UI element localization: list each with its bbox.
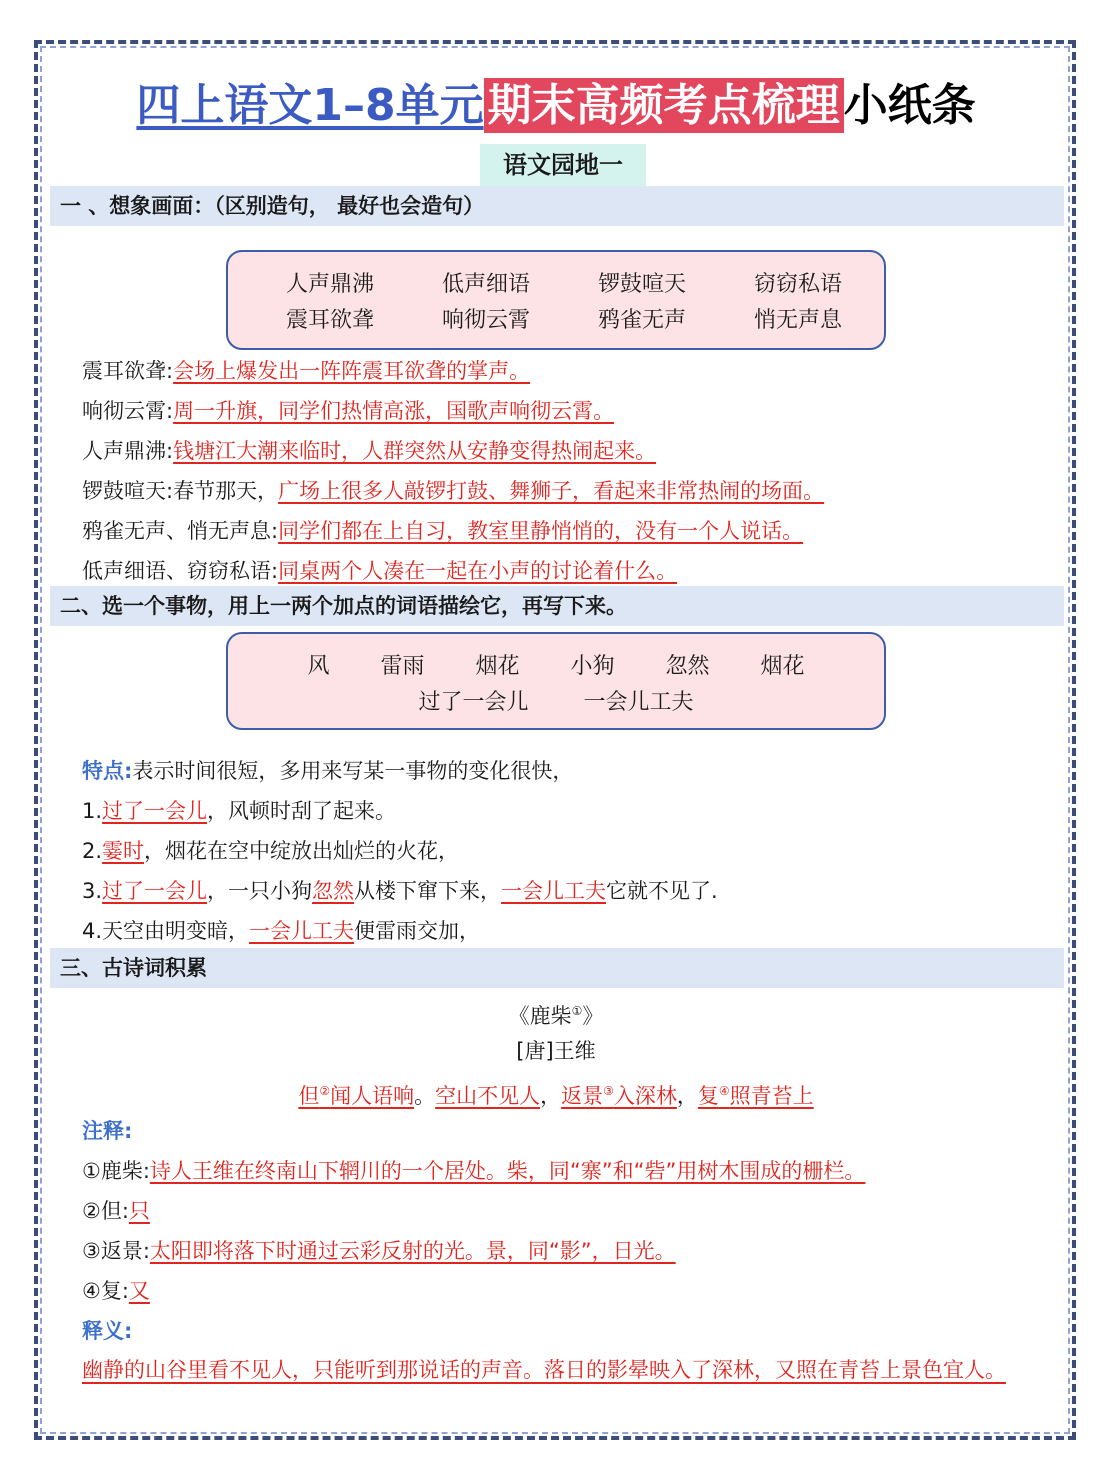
section1-word-box: [226, 250, 886, 350]
sentence-example: 会场上爆发出一阵阵震耳欲聋的掌声。: [173, 359, 531, 383]
footnote-mark: ④: [718, 1084, 730, 1098]
section3-heading: 三、古诗词积累: [50, 948, 1064, 988]
highlight-word: 过了一会儿: [102, 799, 208, 823]
highlight-word: 过了一会儿: [102, 879, 208, 903]
word-item: 鸦雀无声: [598, 308, 687, 333]
example-text: 便雷雨交加，: [354, 919, 481, 943]
word-item: 烟花: [760, 654, 805, 679]
notes-label: 注释:: [82, 1119, 133, 1143]
word-item: 雷雨: [380, 654, 425, 679]
poem-punct: 。: [414, 1084, 436, 1108]
poem-char: 复: [697, 1084, 719, 1108]
sentence-example: 广场上很多人敲锣打鼓、舞狮子，看起来非常热闹的场面。: [278, 479, 825, 503]
feature-text: 表示时间很短，多用来写某一事物的变化很快，: [132, 759, 574, 783]
poem-title-text: 《鹿柴: [508, 1004, 572, 1028]
feature-label: 特点:: [82, 759, 133, 783]
word-item: 人声鼎沸: [286, 272, 375, 297]
poem-char: 但: [298, 1084, 320, 1108]
example-line: [82, 916, 480, 946]
example-line: [82, 876, 718, 906]
poem-char: 照青苔上: [729, 1084, 814, 1108]
poem-punct: ，: [540, 1084, 562, 1108]
note-line: [82, 1276, 150, 1306]
highlight-word: 霎时: [102, 839, 145, 863]
note-term: ③返景:: [82, 1239, 150, 1263]
highlight-word: 忽然: [312, 879, 355, 903]
sentence-term: 锣鼓喧天:: [82, 479, 174, 503]
sentence-line: [82, 556, 677, 586]
meaning-text: 幽静的山谷里看不见人，只能听到那说话的声音。落日的影晕映入了深林，又照在青苔上景色宜人。: [82, 1358, 1006, 1382]
poem-char: 入深林: [613, 1084, 677, 1108]
note-line: [82, 1156, 865, 1186]
sentence-line: [82, 436, 656, 466]
section1-heading: 一 、想象画面：（区别造句， 最好也会造句）: [50, 186, 1064, 226]
word-item: 风: [307, 654, 330, 679]
sentence-term: 人声鼎沸:: [82, 439, 174, 463]
page-title: [0, 72, 1112, 140]
example-number: 4.: [82, 919, 103, 943]
sentence-example: 同学们都在上自习，教室里静悄悄的，没有一个人说话。: [278, 519, 804, 543]
sentence-term: 震耳欲聋:: [82, 359, 174, 383]
note-text: 太阳即将落下时通过云彩反射的光。景，同“影”，日光。: [149, 1239, 676, 1263]
example-text: 从楼下窜下来，: [354, 879, 502, 903]
example-number: 3.: [82, 879, 103, 903]
word-item: 锣鼓喧天: [598, 272, 687, 297]
poem-title: [0, 996, 1112, 1031]
note-term: ①鹿柴:: [82, 1159, 150, 1183]
sentence-example: 钱塘江大潮来临时，人群突然从安静变得热闹起来。: [173, 439, 657, 463]
example-text: ，烟花在空中绽放出灿烂的火花，: [144, 839, 460, 863]
sentence-term: 鸦雀无声、悄无声息:: [82, 519, 279, 543]
poem-title-close: 》: [582, 1004, 604, 1028]
note-line: [82, 1196, 150, 1226]
example-text: 它就不见了.: [606, 879, 718, 903]
highlight-word: 一会儿工夫: [501, 879, 607, 903]
note-term: ②但:: [82, 1199, 129, 1223]
section-subtitle: 语文园地一: [480, 144, 646, 186]
word-item: 响彻云霄: [442, 308, 531, 333]
sentence-plain: 春节那天，: [173, 479, 279, 503]
note-text: 又: [128, 1279, 150, 1303]
meaning-label: 释义:: [82, 1319, 133, 1343]
footnote-mark: ②: [319, 1084, 331, 1098]
title-part-3: 小纸条: [843, 80, 976, 131]
example-number: 1.: [82, 799, 103, 823]
poem-char: 闻人语响: [330, 1084, 415, 1108]
example-text: 天空由明变暗，: [102, 919, 250, 943]
sentence-line: [82, 516, 803, 546]
footnote-mark: ③: [603, 1084, 614, 1098]
example-text: ，风顿时刮了起来。: [207, 799, 397, 823]
word-item: 悄无声息: [754, 308, 843, 333]
sentence-line: [82, 396, 614, 426]
note-text: 只: [128, 1199, 150, 1223]
note-text: 诗人王维在终南山下辋川的一个居处。柴，同“寨”和“砦”用树木围成的栅栏。: [149, 1159, 866, 1183]
word-item: 震耳欲聋: [286, 308, 375, 333]
note-line: [82, 1236, 676, 1266]
section2-heading: 二、选一个事物，用上一两个加点的词语描绘它，再写下来。: [50, 586, 1064, 626]
feature-line: [82, 756, 573, 786]
poem-char: 返景: [561, 1084, 604, 1108]
word-item: 过了一会儿: [418, 690, 529, 715]
poem-phrase: [561, 1084, 677, 1108]
word-item: 忽然: [665, 654, 710, 679]
word-item: 窃窃私语: [754, 272, 843, 297]
sentence-line: [82, 476, 824, 506]
word-item: 小狗: [570, 654, 615, 679]
example-number: 2.: [82, 839, 103, 863]
poem-phrase: 空山不见人: [435, 1084, 541, 1108]
section2-word-box: [226, 632, 886, 730]
poem-author: [唐]王维: [516, 1039, 596, 1063]
word-item: 烟花: [475, 654, 520, 679]
poem-phrase: [298, 1084, 414, 1108]
sentence-term: 响彻云霄:: [82, 399, 174, 423]
sentence-example: 周一升旗，同学们热情高涨，国歌声响彻云霄。: [173, 399, 615, 423]
title-part-1: 四上语文1–8单元: [136, 80, 484, 131]
title-part-2: 期末高频考点梳理: [484, 78, 844, 133]
word-item: 一会儿工夫: [583, 690, 694, 715]
sentence-example: 同桌两个人凑在一起在小声的讨论着什么。: [278, 559, 678, 583]
sentence-term: 低声细语、窃窃私语:: [82, 559, 279, 583]
sentence-line: [82, 356, 530, 386]
example-text: ，一只小狗: [207, 879, 313, 903]
poem-phrase: [698, 1084, 814, 1108]
word-item: 低声细语: [442, 272, 531, 297]
note-term: ④复:: [82, 1279, 129, 1303]
poem-line: [0, 1076, 1112, 1111]
example-line: [82, 836, 459, 866]
highlight-word: 一会儿工夫: [249, 919, 355, 943]
poem-punct: ，: [676, 1084, 698, 1108]
footnote-mark: ①: [571, 1004, 583, 1018]
example-line: [82, 796, 396, 826]
